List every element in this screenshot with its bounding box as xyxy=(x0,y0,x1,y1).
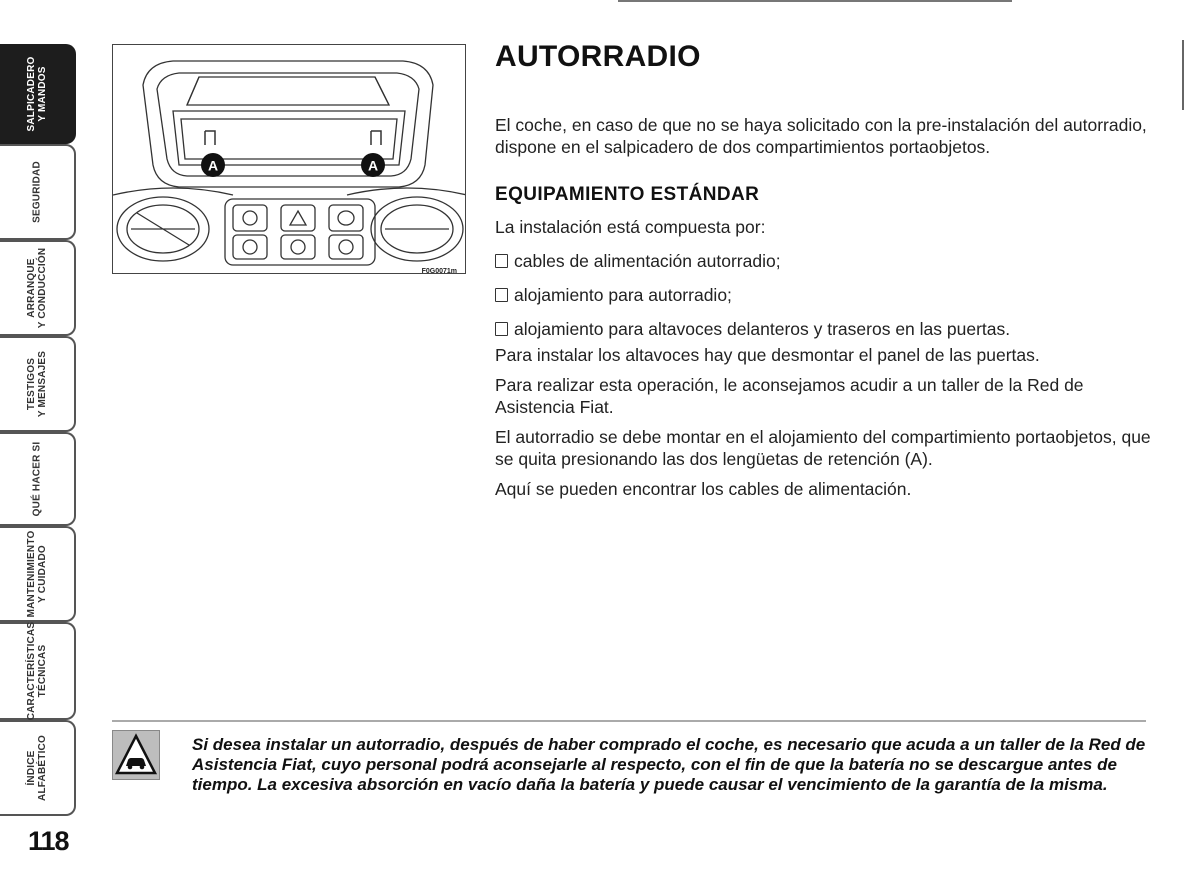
tab-label-line: ARRANQUE xyxy=(26,258,37,318)
paragraph: Para realizar esta operación, le aconsejamos acudir a un taller de la Red de Asistencia Fiat. xyxy=(495,375,1084,417)
list-item xyxy=(495,318,1155,340)
list-item xyxy=(495,250,1155,272)
intro-paragraph: El coche, en caso de que no se haya solicitado con la pre-instalación del autorradio, dispone en el salpicadero de dos compartimientos portaobjetos. xyxy=(495,115,1147,157)
tab-label-line: Y CONDUCCIÓN xyxy=(37,247,48,329)
checkbox-bullet-icon xyxy=(495,288,508,302)
right-edge-rule xyxy=(1182,40,1184,110)
checkbox-bullet-icon xyxy=(495,322,508,336)
page-title: AUTORRADIO xyxy=(495,40,701,73)
svg-text:A: A xyxy=(367,157,379,174)
tab-label-line: ÍNDICE xyxy=(26,750,37,786)
warning-car-battery-icon xyxy=(112,730,160,780)
tab-que-hacer-si[interactable] xyxy=(0,432,76,526)
figure-code: F0G0071m xyxy=(421,268,457,274)
tab-label-line: Y MENSAJES xyxy=(37,350,48,418)
page-number: 118 xyxy=(28,826,69,856)
list-item-text: alojamiento para altavoces delanteros y traseros en las puertas. xyxy=(514,319,1011,339)
warning-separator xyxy=(112,720,1146,722)
callout-a-left xyxy=(201,153,225,177)
tab-seguridad[interactable] xyxy=(0,144,76,240)
tab-label-line: Y MANDOS xyxy=(37,66,48,122)
list-item xyxy=(495,284,1155,306)
tab-label-line: TÉCNICAS xyxy=(37,644,48,698)
dashboard-illustration xyxy=(113,45,466,274)
paragraph: El autorradio se debe montar en el alojamiento del compartimiento portaobjetos, que se quita presionando las dos lengüetas de retención (A). xyxy=(495,427,1151,469)
top-rule xyxy=(618,0,1012,2)
paragraph: Aquí se pueden encontrar los cables de alimentación. xyxy=(495,479,912,499)
tab-arranque[interactable] xyxy=(0,240,76,336)
section-subtitle: EQUIPAMIENTO ESTÁNDAR xyxy=(495,184,760,205)
tab-label-line: ALFABÉTICO xyxy=(37,735,48,801)
tab-salpicadero[interactable] xyxy=(0,44,76,144)
paragraph: Para instalar los altavoces hay que desmontar el panel de las puertas. xyxy=(495,345,1040,365)
tab-caracteristicas[interactable] xyxy=(0,622,76,720)
tab-indice[interactable] xyxy=(0,720,76,816)
tab-label-line: TESTIGOS xyxy=(26,357,37,411)
tab-label-line: Y CUIDADO xyxy=(37,545,48,603)
checkbox-bullet-icon xyxy=(495,254,508,268)
dashboard-figure xyxy=(112,44,466,274)
tab-label-line: CARACTERÍSTICAS xyxy=(26,621,37,721)
lead-paragraph: La instalación está compuesta por: xyxy=(495,217,766,237)
tab-label-line: SALPICADERO xyxy=(26,56,37,132)
list-item-text: cables de alimentación autorradio; xyxy=(514,251,781,271)
tab-testigos[interactable] xyxy=(0,336,76,432)
warning-text: Si desea instalar un autorradio, después de haber comprado el coche, es necesario que acuda a un taller de la Red de Asistencia Fiat, cuyo personal podrá aconsejarle al respecto, con el fin de que la batería no se descargue antes de tiempo. La excesiva absorción en vacío daña la batería y puede causar el vencimiento de la garantía de la misma. xyxy=(192,735,1146,794)
svg-text:A: A xyxy=(207,157,219,174)
list-item-text: alojamiento para autorradio; xyxy=(514,285,732,305)
tab-label-line: MANTENIMIENTO xyxy=(26,530,37,618)
body-text xyxy=(495,114,1155,500)
callout-a-right xyxy=(361,153,385,177)
tab-label-line: QUÉ HACER SI xyxy=(31,441,43,517)
tab-label-line: SEGURIDAD xyxy=(31,161,43,223)
tab-mantenimiento[interactable] xyxy=(0,526,76,622)
